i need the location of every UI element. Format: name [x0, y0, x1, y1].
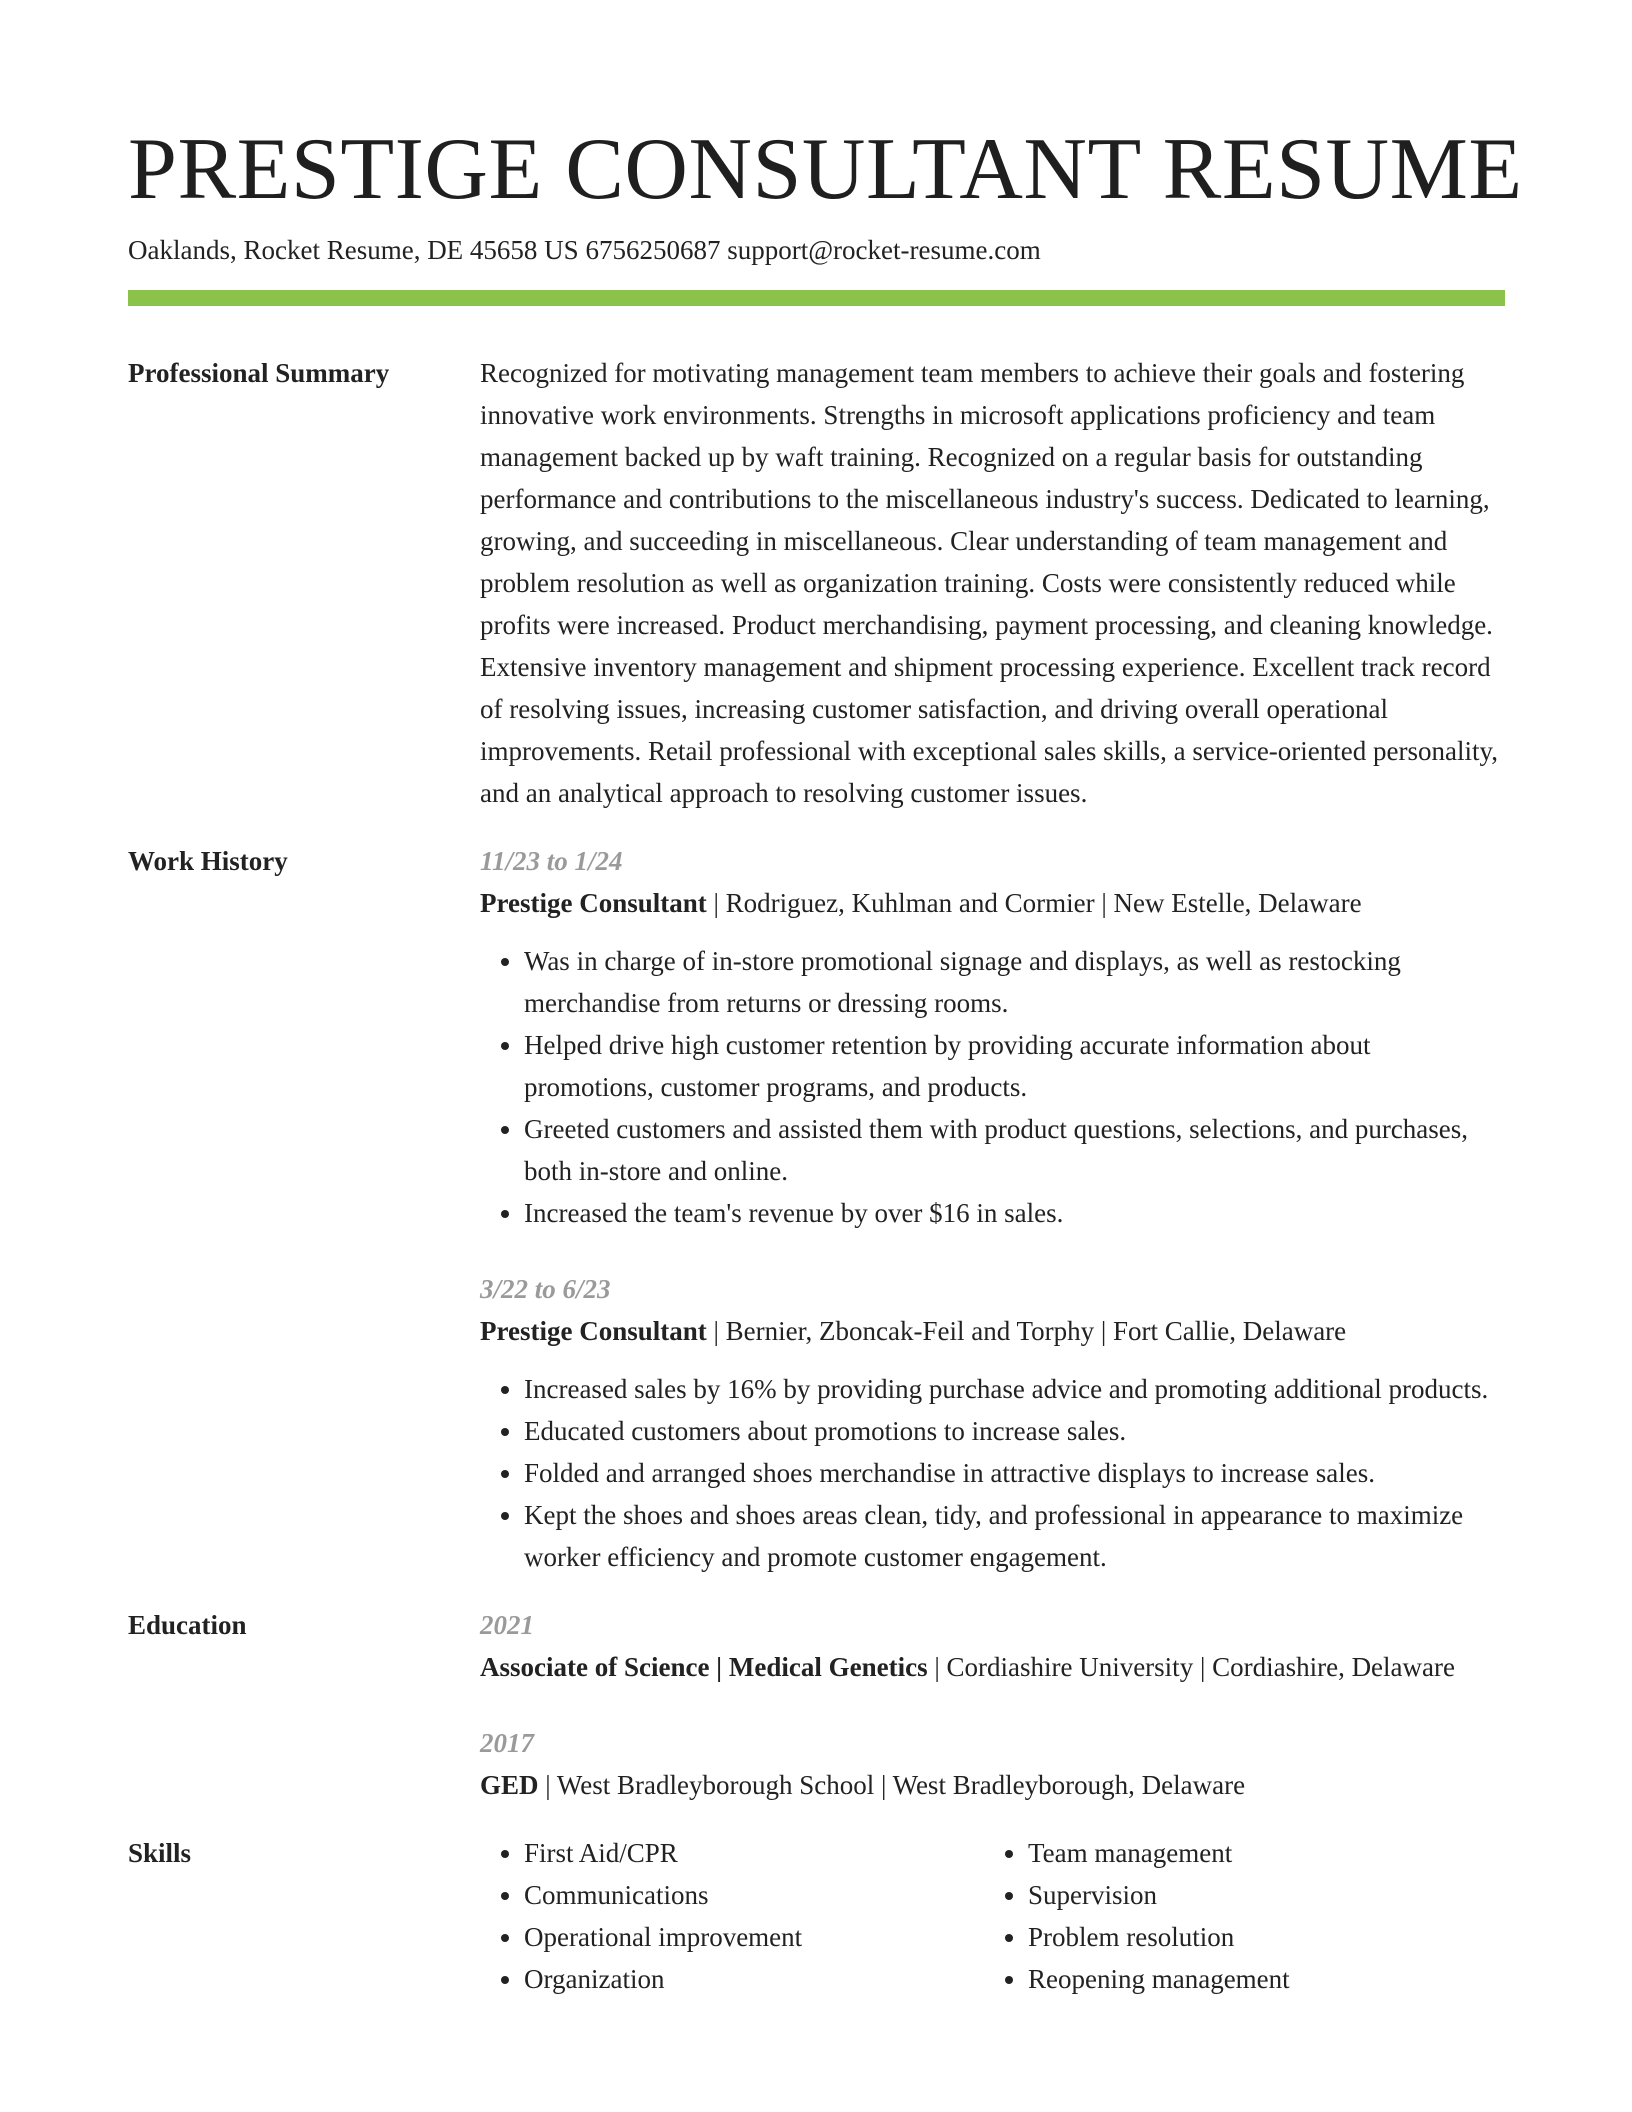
degree: GED [480, 1770, 539, 1800]
list-item: • Greeted customers and assisted them with product questions, selections, and purchases, both in-store and online. [524, 1108, 1505, 1192]
list-item: • Folded and arranged shoes merchandise in attractive displays to increase sales. [524, 1452, 1505, 1494]
contact-line: Oaklands, Rocket Resume, DE 45658 US 6756250687 support@rocket-resume.com [128, 235, 1041, 265]
section-title: Work History [128, 846, 288, 876]
skills-column-left [480, 1832, 984, 2000]
education-details: | Cordiashire University | Cordiashire, Delaware [927, 1652, 1455, 1682]
skill-item: • Organization [524, 1958, 984, 2000]
summary-section [128, 352, 1505, 814]
list-item: • Was in charge of in-store promotional signage and displays, as well as restocking merchandise from returns or dressing rooms. [524, 940, 1505, 1024]
skills-list [480, 1832, 1505, 2000]
list-item: • Kept the shoes and shoes areas clean, tidy, and professional in appearance to maximize worker efficiency and promote customer engagement. [524, 1494, 1505, 1578]
skills-section [128, 1832, 1505, 2000]
list-item: • Increased the team's revenue by over $16 in sales. [524, 1192, 1505, 1234]
education-entry [480, 1604, 1505, 1688]
skills-column-right [984, 1832, 1488, 2000]
job-entry [480, 840, 1505, 1234]
education-line [480, 1646, 1505, 1688]
degree: Associate of Science | Medical Genetics [480, 1652, 928, 1682]
skill-item: • Operational improvement [524, 1916, 984, 1958]
job-entry [480, 1268, 1505, 1578]
section-title: Skills [128, 1838, 192, 1868]
education-section [128, 1604, 1505, 1806]
skill-item: • Supervision [1028, 1874, 1488, 1916]
resume-page [128, 120, 1523, 2000]
skill-item: • Communications [524, 1874, 984, 1916]
job-details: | Rodriguez, Kuhlman and Cormier | New Estelle, Delaware [706, 888, 1362, 918]
job-line [480, 882, 1505, 924]
skill-item: • Reopening management [1028, 1958, 1488, 2000]
resume-name: PRESTIGE CONSULTANT RESUME [128, 121, 1523, 218]
education-year: 2021 [480, 1610, 534, 1640]
job-dates: 11/23 to 1/24 [480, 846, 623, 876]
education-details: | West Bradleyborough School | West Bradleyborough, Delaware [538, 1770, 1246, 1800]
job-bullets [480, 940, 1505, 1234]
list-item: • Increased sales by 16% by providing purchase advice and promoting additional products. [524, 1368, 1505, 1410]
section-title: Professional Summary [128, 358, 390, 388]
skill-item: • First Aid/CPR [524, 1832, 984, 1874]
job-title: Prestige Consultant [480, 1316, 707, 1346]
work-section [128, 840, 1505, 1578]
list-item: • Helped drive high customer retention by providing accurate information about promotions, customer programs, and products. [524, 1024, 1505, 1108]
education-line [480, 1764, 1505, 1806]
summary-text: Recognized for motivating management team members to achieve their goals and fostering innovative work environments. Strengths in microsoft applications proficiency and team management backed up by waft training. Recognized on a regular basis for outstanding performance and contributions to the miscellaneous industry's success. Dedicated to learning, growing, and succeeding in miscellaneous. Clear understanding of team management and problem resolution as well as organization training. Costs were consistently reduced while profits were increased. Product merchandising, payment processing, and cleaning knowledge. Extensive inventory management and shipment processing experience. Excellent track record of resolving issues, increasing customer satisfaction, and driving overall operational improvements. Retail professional with exceptional sales skills, a service-oriented personality, and an analytical approach to resolving customer issues. [480, 358, 1498, 808]
job-dates: 3/22 to 6/23 [480, 1274, 611, 1304]
skill-item: • Team management [1028, 1832, 1488, 1874]
education-year: 2017 [480, 1728, 534, 1758]
section-title: Education [128, 1610, 247, 1640]
job-title: Prestige Consultant [480, 888, 707, 918]
job-line [480, 1310, 1505, 1352]
job-details: | Bernier, Zboncak-Feil and Torphy | Fort Callie, Delaware [706, 1316, 1347, 1346]
header-divider [128, 290, 1505, 306]
skill-item: • Problem resolution [1028, 1916, 1488, 1958]
job-bullets [480, 1368, 1505, 1578]
education-entry [480, 1722, 1505, 1806]
list-item: • Educated customers about promotions to increase sales. [524, 1410, 1505, 1452]
